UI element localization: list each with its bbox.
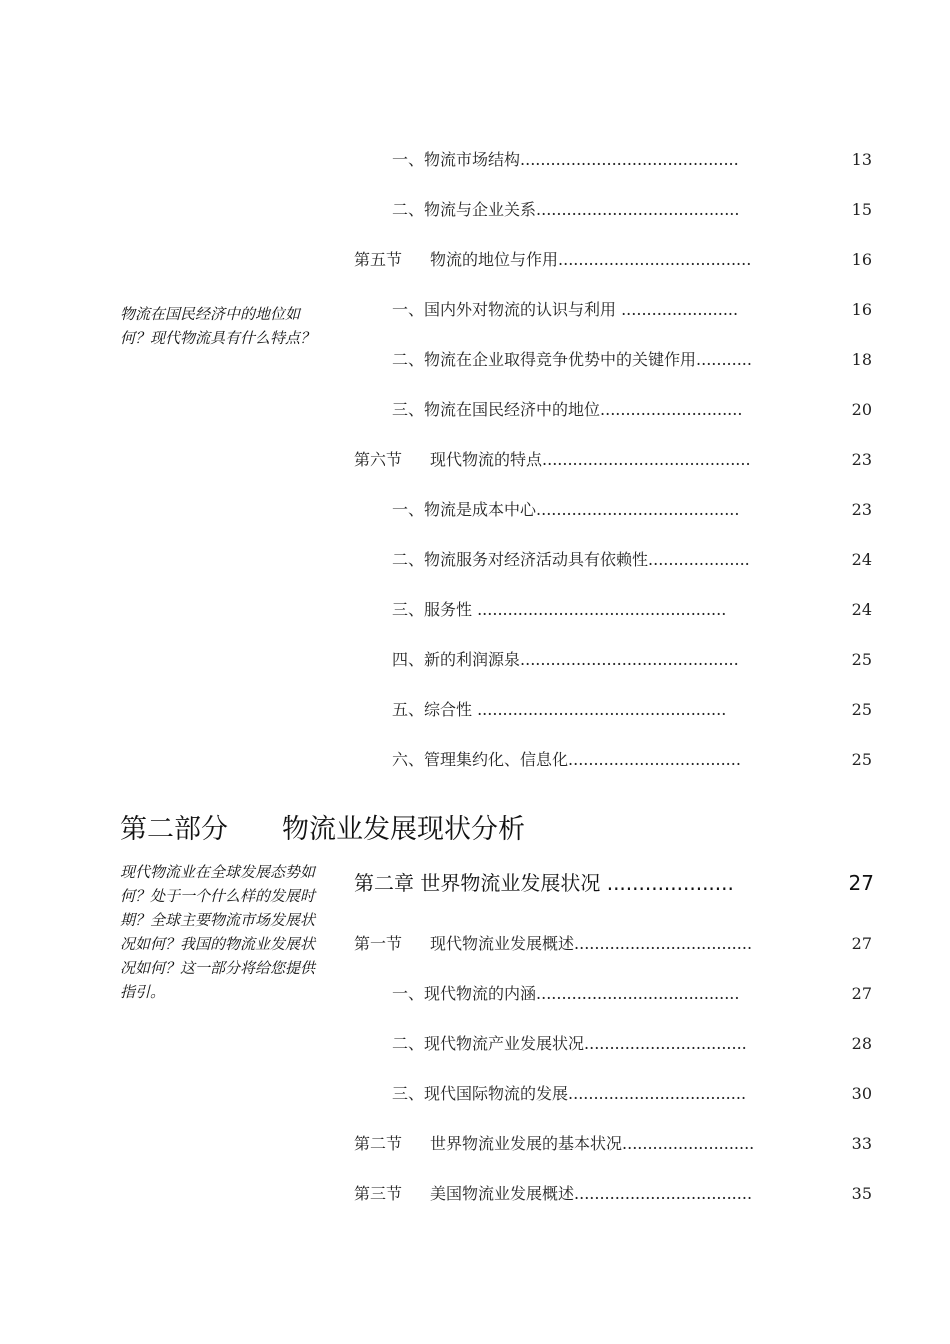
toc-page-number: 18	[851, 350, 872, 369]
toc-section-number: 第五节	[354, 250, 403, 269]
toc-item-label: 二、物流在企业取得竞争优势中的关键作用	[392, 350, 697, 369]
toc-page-number: 25	[851, 650, 872, 669]
toc-page-number: 24	[851, 550, 872, 569]
toc-leader: .........................................	[542, 450, 751, 469]
toc-section-title: 美国物流业发展概述	[430, 1184, 575, 1203]
toc-page-number: 13	[851, 150, 872, 169]
toc-item-label: 一、物流是成本中心	[392, 500, 537, 519]
toc-item-label: 四、新的利润源泉	[392, 650, 521, 669]
part-heading	[120, 812, 525, 848]
toc-item[interactable]	[392, 200, 739, 220]
toc-page-number: 27	[851, 984, 872, 1003]
toc-item-label: 二、物流服务对经济活动具有依赖性	[392, 550, 649, 569]
toc-item-label: 五、综合性	[392, 700, 478, 719]
toc-page-number: 27	[851, 934, 872, 953]
toc-leader: ........................................	[536, 984, 740, 1003]
toc-section-number: 第六节	[354, 450, 403, 469]
toc-item[interactable]	[392, 600, 726, 620]
toc-item-label: 三、服务性	[392, 600, 478, 619]
toc-item[interactable]	[392, 150, 739, 170]
toc-leader: .................................................	[477, 600, 727, 619]
toc-item-label: 六、管理集约化、信息化	[392, 750, 569, 769]
toc-page-number: 16	[851, 300, 872, 319]
toc-leader: ............................	[600, 400, 743, 419]
toc-leader: ...................................	[574, 934, 753, 953]
toc-section-title: 现代物流的特点	[430, 450, 543, 469]
toc-item[interactable]	[392, 400, 742, 420]
toc-leader: ................................	[584, 1034, 747, 1053]
toc-item[interactable]	[392, 500, 739, 520]
toc-item[interactable]	[392, 984, 739, 1004]
toc-page-number: 23	[851, 450, 872, 469]
toc-section[interactable]	[354, 1134, 754, 1154]
toc-item[interactable]	[392, 350, 752, 370]
toc-item-label: 三、现代国际物流的发展	[392, 1084, 569, 1103]
toc-leader: .................................................	[477, 700, 727, 719]
toc-item-label: 一、国内外对物流的认识与利用	[392, 300, 622, 319]
toc-item[interactable]	[392, 550, 750, 570]
toc-page-number: 25	[851, 700, 872, 719]
toc-page-number: 33	[851, 1134, 872, 1153]
toc-leader: .......................	[621, 300, 739, 319]
toc-item-label: 二、现代物流产业发展状况	[392, 1034, 585, 1053]
part-title: 物流业发展现状分析	[282, 814, 525, 845]
toc-page-number: 20	[851, 400, 872, 419]
toc-leader: ...........................................	[520, 150, 739, 169]
toc-section-number: 第一节	[354, 934, 403, 953]
toc-page-number: 16	[851, 250, 872, 269]
toc-item-label: 三、物流在国民经济中的地位	[392, 400, 601, 419]
toc-section[interactable]	[354, 250, 751, 270]
toc-item[interactable]	[392, 1034, 747, 1054]
toc-leader: ........................................	[536, 200, 740, 219]
margin-note: 物流在国民经济中的地位如何？现代物流具有什么特点？	[120, 305, 316, 347]
toc-item[interactable]	[392, 700, 726, 720]
toc-page-number: 24	[851, 600, 872, 619]
toc-section-number: 第三节	[354, 1184, 403, 1203]
toc-item[interactable]	[392, 300, 738, 320]
toc-page-number: 25	[851, 750, 872, 769]
toc-item[interactable]	[392, 650, 739, 670]
toc-section[interactable]	[354, 934, 752, 954]
toc-leader: ...........................................	[520, 650, 739, 669]
toc-section-title: 物流的地位与作用	[430, 250, 559, 269]
toc-leader: ........................................	[536, 500, 740, 519]
toc-page-number: 15	[851, 200, 872, 219]
margin-note: 现代物流业在全球发展态势如何？处于一个什么样的发展时期？全球主要物流市场发展状况如何？我国的物流业发展状况如何？这一部分将给您提供指引。	[120, 863, 316, 1001]
toc-section-number: 第二节	[354, 1134, 403, 1153]
toc-item[interactable]	[392, 1084, 746, 1104]
toc-section[interactable]	[354, 450, 751, 470]
part-number: 第二部分	[120, 814, 228, 845]
toc-leader: ...................................	[568, 1084, 747, 1103]
toc-page-number: 23	[851, 500, 872, 519]
toc-page-number: 28	[851, 1034, 872, 1053]
toc-item[interactable]	[392, 750, 741, 770]
toc-leader: ..........................	[622, 1134, 755, 1153]
toc-leader: ..................................	[568, 750, 741, 769]
toc-section-title: 现代物流业发展概述	[430, 934, 575, 953]
toc-leader: ...................................	[574, 1184, 753, 1203]
toc-leader: ....................	[648, 550, 750, 569]
toc-chapter-page-number: 27	[848, 871, 874, 895]
toc-section-title: 世界物流业发展的基本状况	[430, 1134, 623, 1153]
toc-item-label: 二、物流与企业关系	[392, 200, 537, 219]
toc-page-number: 30	[851, 1084, 872, 1103]
toc-leader: ...........	[696, 350, 752, 369]
toc-page-number: 35	[851, 1184, 872, 1203]
toc-leader: ......................................	[558, 250, 752, 269]
toc-section[interactable]	[354, 1184, 752, 1204]
toc-item-label: 一、物流市场结构	[392, 150, 521, 169]
toc-item-label: 一、现代物流的内涵	[392, 984, 537, 1003]
toc-chapter[interactable]: 第二章 世界物流业发展状况 ....................	[354, 871, 734, 895]
